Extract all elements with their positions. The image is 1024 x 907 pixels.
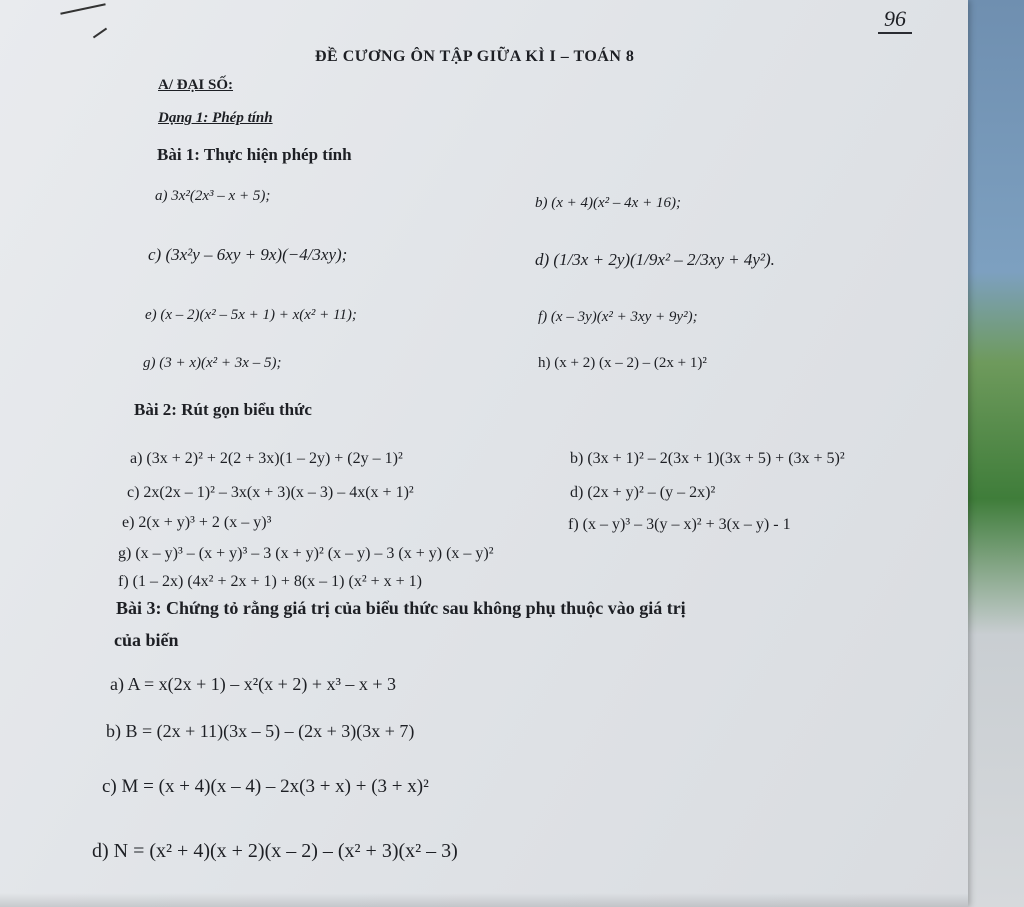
exercise-1-item-d: d) (1/3x + 2y)(1/9x² – 2/3xy + 4y²). (535, 250, 775, 269)
exercise-2-heading: Bài 2: Rút gọn biểu thức (134, 400, 312, 419)
exercise-3-item-a: a) A = x(2x + 1) – x²(x + 2) + x³ – x + 3 (110, 674, 397, 694)
exercise-3-item-b: b) B = (2x + 11)(3x – 5) – (2x + 3)(3x + 7) (106, 721, 415, 741)
subsection-heading: Dạng 1: Phép tính (158, 110, 273, 126)
exercise-2-item-e: e) 2(x + y)³ + 2 (x – y)³ (122, 514, 272, 531)
exercise-2-item-b: b) (3x + 1)² – 2(3x + 1)(3x + 5) + (3x + 5)² (570, 450, 845, 467)
exercise-1-item-a: a) 3x²(2x³ – x + 5); (155, 188, 271, 204)
section-heading: A/ ĐẠI SỐ: (158, 77, 234, 93)
exercise-1-item-g: g) (3 + x)(x² + 3x – 5); (143, 355, 282, 371)
exercise-2-item-g: g) (x – y)³ – (x + y)³ – 3 (x + y)² (x – y) – 3 (x + y) (x – y)² (118, 545, 494, 562)
document-title: ĐỀ CƯƠNG ÔN TẬP GIỮA KÌ I – TOÁN 8 (315, 48, 635, 65)
paper-shadow (0, 893, 968, 907)
exercise-2-item-f: f) (x – y)³ – 3(y – x)² + 3(x – y) - 1 (568, 516, 791, 533)
exercise-1-item-h: h) (x + 2) (x – 2) – (2x + 1)² (538, 355, 707, 371)
pen-mark (60, 3, 105, 15)
exercise-1-item-f: f) (x – 3y)(x² + 3xy + 9y²); (538, 309, 698, 325)
exercise-2-item-f2: f) (1 – 2x) (4x² + 2x + 1) + 8(x – 1) (x² + x + 1) (118, 573, 422, 590)
page-number: 96 (878, 6, 912, 34)
exercise-2-item-c: c) 2x(2x – 1)² – 3x(x + 3)(x – 3) – 4x(x + 1)² (127, 484, 414, 501)
exercise-2-item-d: d) (2x + y)² – (y – 2x)² (570, 484, 716, 501)
exercise-3-heading: Bài 3: Chứng tỏ rằng giá trị của biểu thức sau không phụ thuộc vào giá trị (116, 598, 686, 618)
exercise-1-item-e: e) (x – 2)(x² – 5x + 1) + x(x² + 11); (145, 307, 357, 323)
exercise-3-item-d: d) N = (x² + 4)(x + 2)(x – 2) – (x² + 3)(x² – 3) (92, 840, 458, 862)
pen-mark (93, 28, 107, 39)
exercise-3-item-c: c) M = (x + 4)(x – 4) – 2x(3 + x) + (3 + x)² (102, 776, 429, 797)
exercise-1-item-b: b) (x + 4)(x² – 4x + 16); (535, 195, 681, 211)
exercise-1-item-c: c) (3x²y – 6xy + 9x)(−4/3xy); (148, 245, 348, 264)
exercise-3-heading-continued: của biến (114, 630, 179, 650)
exercise-1-heading: Bài 1: Thực hiện phép tính (157, 145, 352, 164)
exercise-2-item-a: a) (3x + 2)² + 2(2 + 3x)(1 – 2y) + (2y – 1)² (130, 450, 403, 467)
